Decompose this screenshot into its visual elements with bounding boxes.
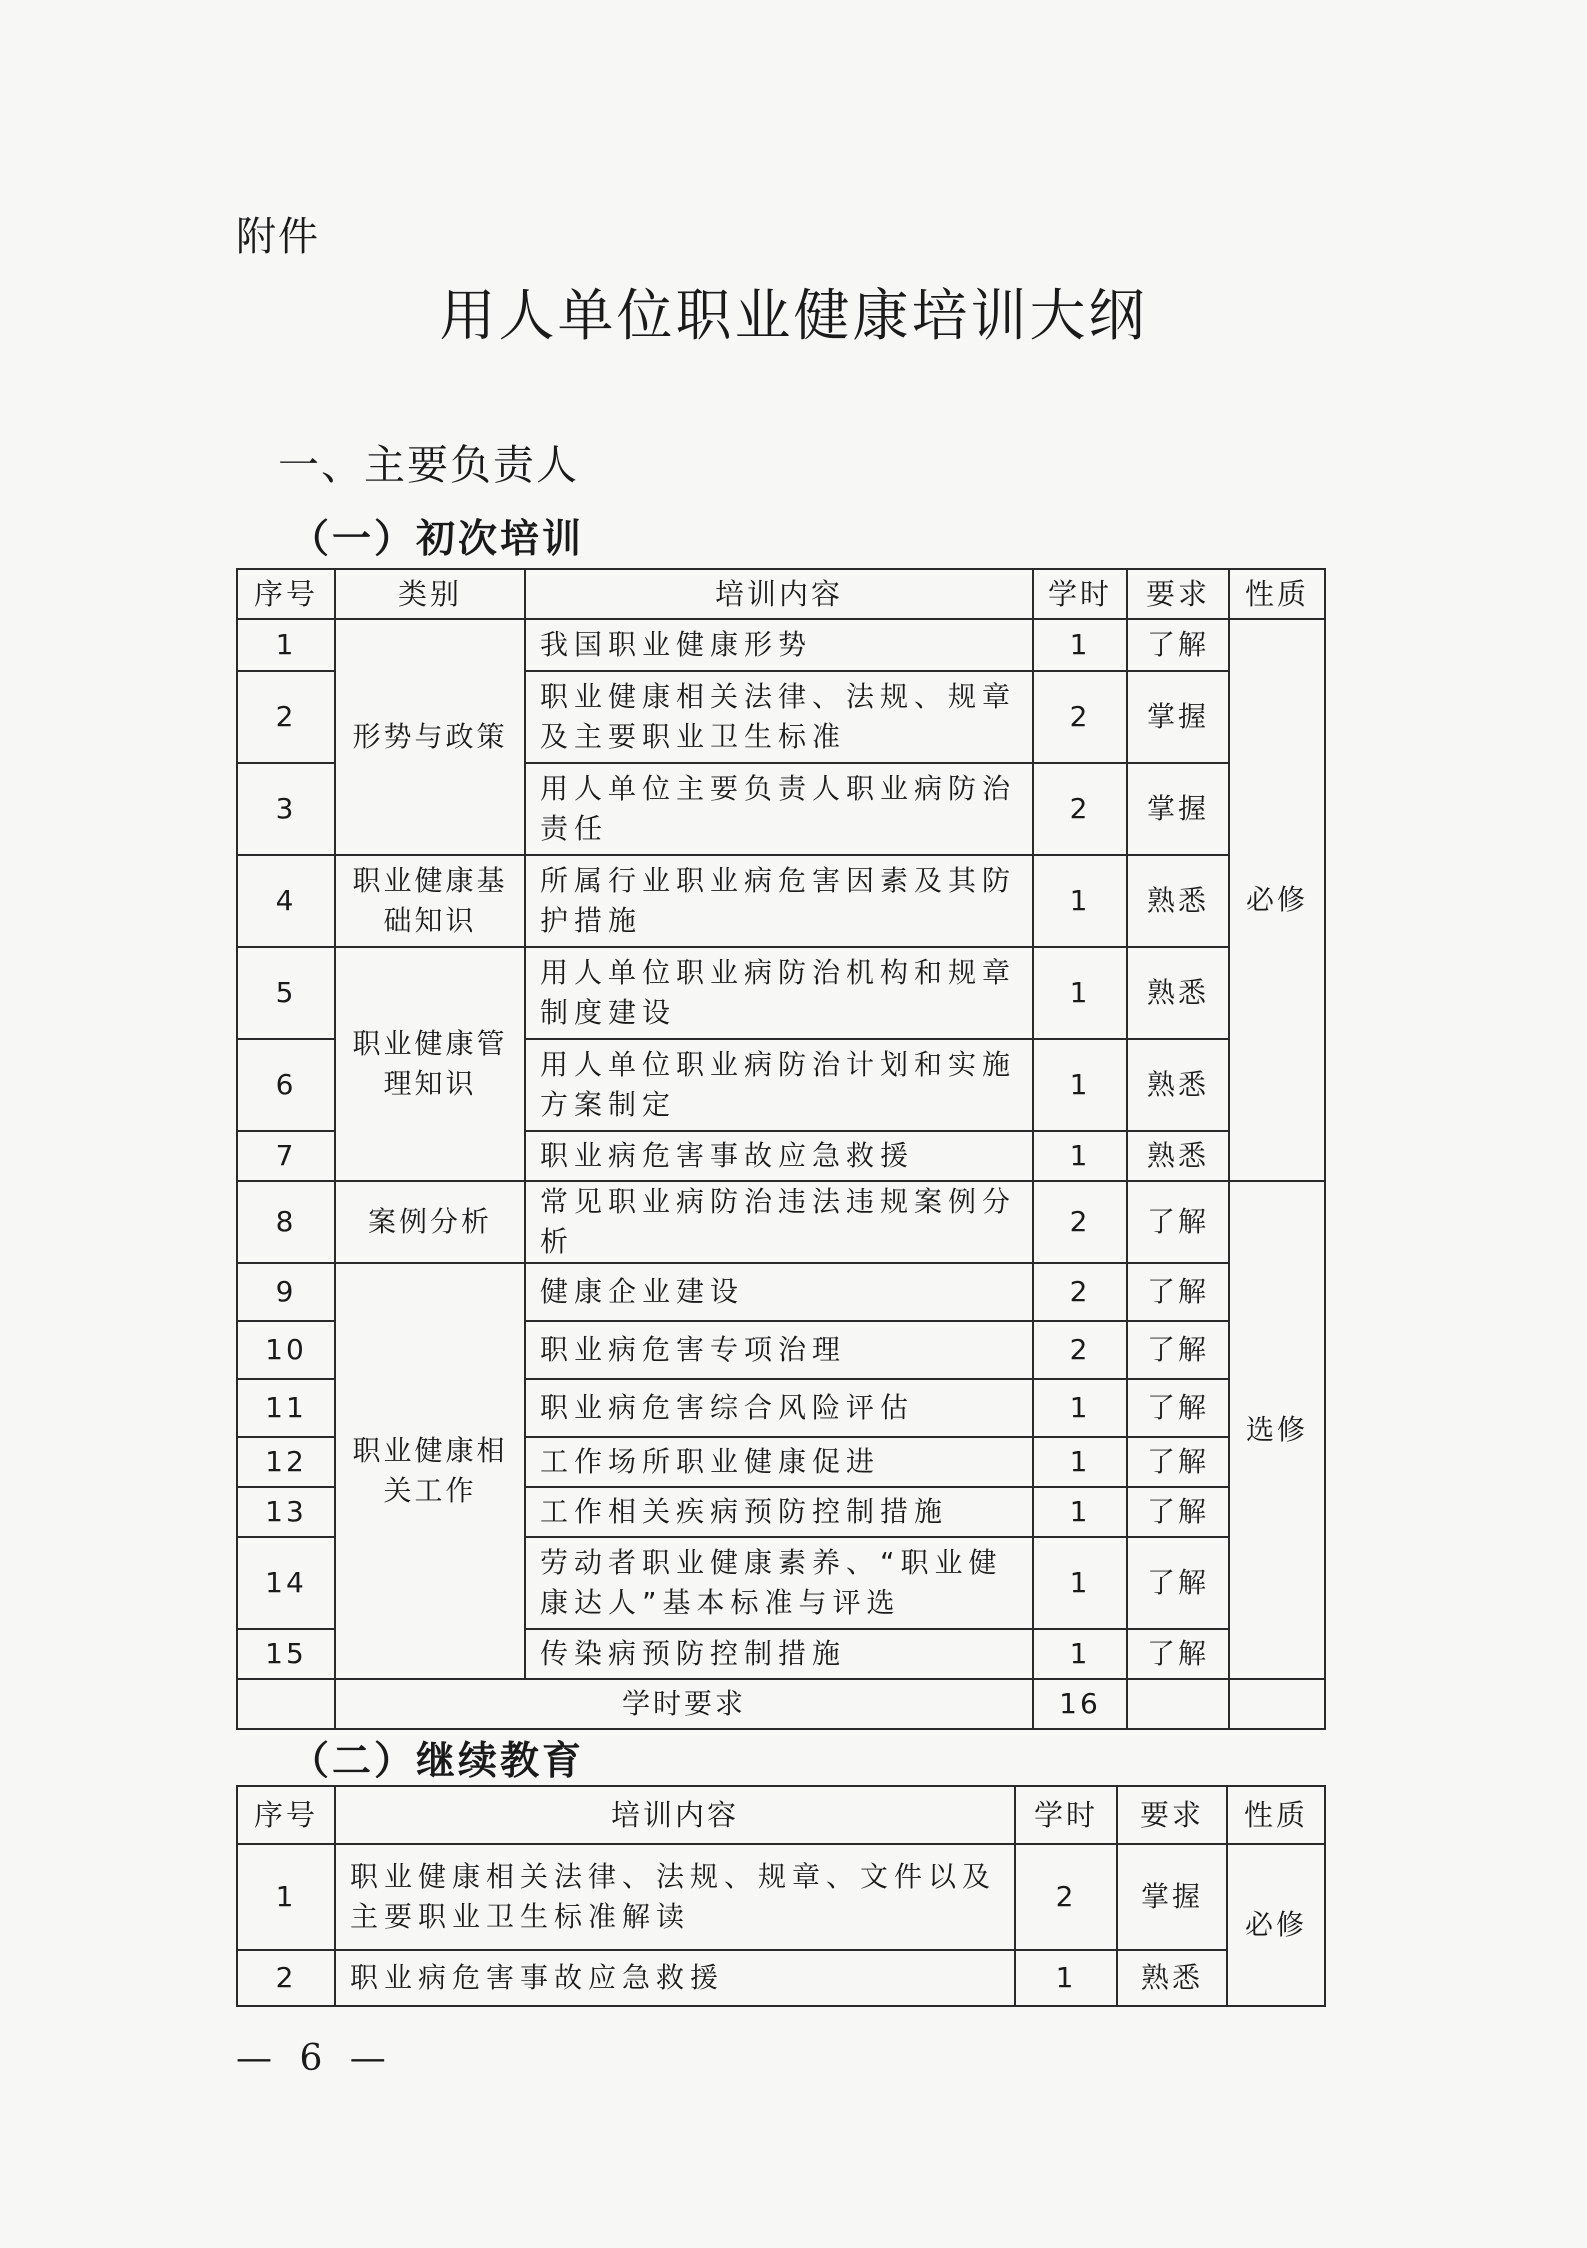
cell-hours: 1 — [1033, 1039, 1127, 1131]
cell-no: 8 — [237, 1181, 335, 1263]
continuing-education-table — [236, 1785, 1326, 2007]
initial-training-table — [236, 568, 1326, 1730]
cell-content: 健康企业建设 — [525, 1263, 1033, 1321]
cell-requirement: 了解 — [1127, 1629, 1229, 1679]
cell-hours: 2 — [1033, 671, 1127, 763]
header-hours: 学时 — [1033, 569, 1127, 619]
table-row — [237, 1181, 1325, 1263]
cell-no: 2 — [237, 671, 335, 763]
table-row — [237, 1263, 1325, 1321]
cell-hours: 2 — [1033, 763, 1127, 855]
page-number: — 6 — — [236, 2038, 394, 2079]
cell-requirement: 掌握 — [1117, 1844, 1227, 1950]
cell-no: 14 — [237, 1537, 335, 1629]
cell-no: 2 — [237, 1950, 335, 2006]
cell-content: 职业病危害事故应急救援 — [525, 1131, 1033, 1181]
header-no: 序号 — [237, 569, 335, 619]
table-row — [237, 1950, 1325, 2006]
cell-empty — [1229, 1679, 1325, 1729]
cell-requirement: 了解 — [1127, 1487, 1229, 1537]
cell-requirement: 熟悉 — [1127, 1131, 1229, 1181]
cell-no: 11 — [237, 1379, 335, 1437]
table-header-row — [237, 1786, 1325, 1844]
cell-no: 3 — [237, 763, 335, 855]
cell-content: 劳动者职业健康素养、“职业健康达人”基本标准与评选 — [525, 1537, 1033, 1629]
cell-category: 职业健康相关工作 — [335, 1263, 525, 1679]
cell-requirement: 熟悉 — [1127, 855, 1229, 947]
cell-nature: 必修 — [1229, 619, 1325, 1181]
cell-content: 用人单位职业病防治计划和实施方案制定 — [525, 1039, 1033, 1131]
cell-no: 6 — [237, 1039, 335, 1131]
cell-category: 职业健康基础知识 — [335, 855, 525, 947]
total-label: 学时要求 — [335, 1679, 1033, 1729]
cell-no: 7 — [237, 1131, 335, 1181]
cell-hours: 1 — [1033, 947, 1127, 1039]
cell-requirement: 掌握 — [1127, 763, 1229, 855]
subsection-heading-initial-training: （一）初次培训 — [290, 516, 585, 562]
cell-no: 1 — [237, 619, 335, 671]
cell-content: 传染病预防控制措施 — [525, 1629, 1033, 1679]
header-nature: 性质 — [1229, 569, 1325, 619]
cell-hours: 1 — [1033, 1537, 1127, 1629]
header-content: 培训内容 — [335, 1786, 1015, 1844]
cell-hours: 1 — [1033, 619, 1127, 671]
cell-empty — [1127, 1679, 1229, 1729]
cell-hours: 2 — [1033, 1321, 1127, 1379]
cell-content: 职业健康相关法律、法规、规章及主要职业卫生标准 — [525, 671, 1033, 763]
cell-hours: 2 — [1033, 1181, 1127, 1263]
table-row — [237, 947, 1325, 1039]
header-requirement: 要求 — [1117, 1786, 1227, 1844]
cell-no: 13 — [237, 1487, 335, 1537]
cell-nature: 必修 — [1227, 1844, 1325, 2006]
table-row — [237, 619, 1325, 671]
cell-no: 5 — [237, 947, 335, 1039]
section-heading-main-responsible: 一、主要负责人 — [278, 441, 579, 489]
cell-content: 用人单位主要负责人职业病防治责任 — [525, 763, 1033, 855]
header-requirement: 要求 — [1127, 569, 1229, 619]
cell-hours: 1 — [1033, 855, 1127, 947]
cell-hours: 2 — [1033, 1263, 1127, 1321]
header-category: 类别 — [335, 569, 525, 619]
cell-no: 1 — [237, 1844, 335, 1950]
table-row — [237, 855, 1325, 947]
cell-content: 职业病危害事故应急救援 — [335, 1950, 1015, 2006]
table-header-row — [237, 569, 1325, 619]
cell-category: 职业健康管理知识 — [335, 947, 525, 1181]
cell-hours: 2 — [1015, 1844, 1117, 1950]
table-row — [237, 1844, 1325, 1950]
cell-requirement: 了解 — [1127, 1437, 1229, 1487]
cell-requirement: 掌握 — [1127, 671, 1229, 763]
cell-no: 4 — [237, 855, 335, 947]
cell-requirement: 了解 — [1127, 1181, 1229, 1263]
cell-requirement: 了解 — [1127, 1321, 1229, 1379]
cell-hours: 1 — [1033, 1487, 1127, 1537]
cell-category: 形势与政策 — [335, 619, 525, 855]
cell-category: 案例分析 — [335, 1181, 525, 1263]
cell-no: 9 — [237, 1263, 335, 1321]
cell-hours: 1 — [1033, 1131, 1127, 1181]
cell-empty — [237, 1679, 335, 1729]
cell-content: 用人单位职业病防治机构和规章制度建设 — [525, 947, 1033, 1039]
cell-hours: 1 — [1033, 1379, 1127, 1437]
header-no: 序号 — [237, 1786, 335, 1844]
table-total-row — [237, 1679, 1325, 1729]
cell-requirement: 了解 — [1127, 1263, 1229, 1321]
header-content: 培训内容 — [525, 569, 1033, 619]
cell-nature: 选修 — [1229, 1181, 1325, 1679]
cell-content: 所属行业职业病危害因素及其防护措施 — [525, 855, 1033, 947]
cell-content: 我国职业健康形势 — [525, 619, 1033, 671]
header-hours: 学时 — [1015, 1786, 1117, 1844]
cell-content: 常见职业病防治违法违规案例分析 — [525, 1181, 1033, 1263]
cell-requirement: 熟悉 — [1117, 1950, 1227, 2006]
total-hours: 16 — [1033, 1679, 1127, 1729]
cell-hours: 1 — [1015, 1950, 1117, 2006]
cell-content: 工作场所职业健康促进 — [525, 1437, 1033, 1487]
cell-hours: 1 — [1033, 1629, 1127, 1679]
cell-hours: 1 — [1033, 1437, 1127, 1487]
cell-no: 12 — [237, 1437, 335, 1487]
cell-requirement: 了解 — [1127, 619, 1229, 671]
cell-requirement: 熟悉 — [1127, 947, 1229, 1039]
cell-requirement: 了解 — [1127, 1379, 1229, 1437]
cell-content: 工作相关疾病预防控制措施 — [525, 1487, 1033, 1537]
cell-no: 15 — [237, 1629, 335, 1679]
cell-requirement: 熟悉 — [1127, 1039, 1229, 1131]
cell-content: 职业病危害专项治理 — [525, 1321, 1033, 1379]
document-title: 用人单位职业健康培训大纲 — [439, 284, 1148, 349]
header-nature: 性质 — [1227, 1786, 1325, 1844]
cell-content: 职业健康相关法律、法规、规章、文件以及主要职业卫生标准解读 — [335, 1844, 1015, 1950]
cell-no: 10 — [237, 1321, 335, 1379]
cell-content: 职业病危害综合风险评估 — [525, 1379, 1033, 1437]
attachment-label: 附件 — [236, 214, 320, 260]
subsection-heading-continuing-education: （二）继续教育 — [290, 1738, 585, 1784]
cell-requirement: 了解 — [1127, 1537, 1229, 1629]
